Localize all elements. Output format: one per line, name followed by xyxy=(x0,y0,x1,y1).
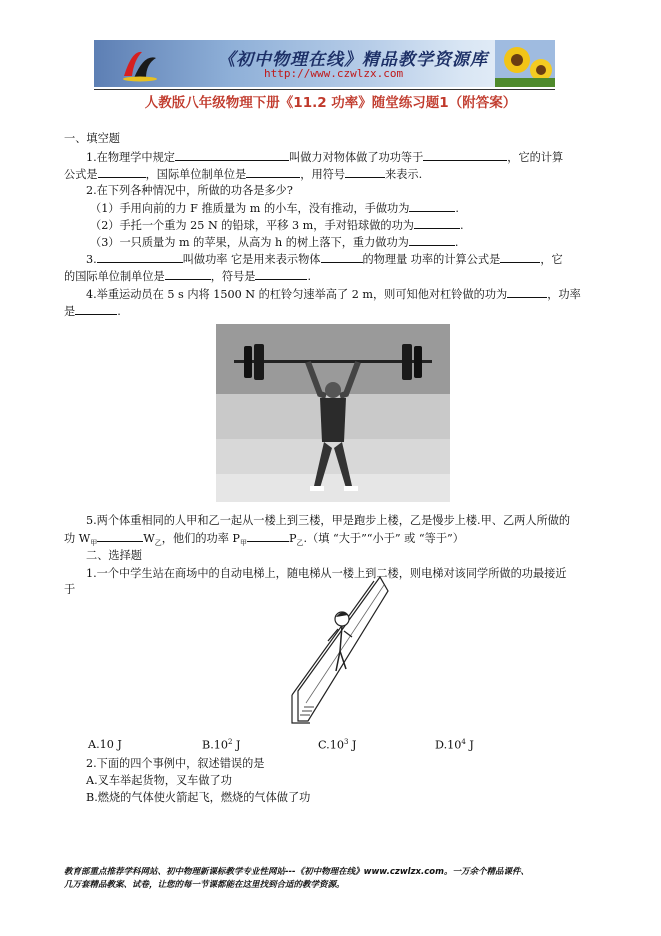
mc-question-1-line2: 于 xyxy=(64,583,76,596)
question-1-line1: 1.在物理学中规定 叫做力对物体做了功功等于 ，它的计算 xyxy=(86,151,564,164)
question-5-line2: 功 $W_甲$ $W_乙$，他们的功率 $P_甲$ $P_乙$.（填 “大于”“小于” 或 “等于”） xyxy=(64,532,464,548)
document-title: 人教版八年级物理下册《11.2 功率》随堂练习题1（附答案） xyxy=(144,95,517,111)
weightlifter-photo xyxy=(216,324,450,502)
question-2-3: （3）一只质量为 m 的苹果，从高为 h 的树上落下，重力做功为 . xyxy=(90,236,459,249)
question-2-1: （1）手用向前的力 F 推质量为 m 的小车，没有推动，手做功为 . xyxy=(90,202,459,215)
header-rule xyxy=(94,89,555,90)
question-4-line1: 4.举重运动员在 5 s 内将 1500 N 的杠铃匀速举高了 2 m，则可知他对杠铃做的功为 ，功率 xyxy=(86,288,581,301)
banner-title: 《初中物理在线》精品教学资源库 xyxy=(218,50,488,70)
sunflower-icon xyxy=(495,40,555,87)
mc-question-1-line1: 1.一个中学生站在商场中的自动电梯上，随电梯从一楼上到二楼，则电梯对该同学所做的功最接近 xyxy=(86,567,567,580)
option-c: $C.10^3$ J xyxy=(318,738,357,752)
escalator-illustration xyxy=(280,571,390,731)
option-b: $B.10^2$ J xyxy=(202,738,241,752)
header-banner xyxy=(94,40,555,87)
question-2-2: （2）手托一个重为 25 N 的铅球，平移 3 m，手对铅球做的功为 . xyxy=(90,219,464,232)
question-1-line2: 公式是 ，国际单位制单位是 ，用符号 来表示. xyxy=(64,168,423,181)
question-3-line2: 的国际单位制单位是 ，符号是 . xyxy=(64,270,312,283)
mc-question-2-option-b: B.燃烧的气体使火箭起飞，燃烧的气体做了功 xyxy=(86,791,311,804)
footer-line-2: 几万套精品教案、试卷，让您的每一节课都能在这里找到合适的教学资源。 xyxy=(64,880,345,890)
section1-heading: 一、填空题 xyxy=(64,132,120,145)
mc-question-2: 2.下面的四个事例中，叙述错误的是 xyxy=(86,757,265,770)
question-4-line2: 是 . xyxy=(64,305,121,318)
question-3-line1: 3. 叫做功率 它是用来表示物体 的物理量 功率的计算公式是 ，它 xyxy=(86,253,563,266)
weightlifter-illustration xyxy=(216,324,450,502)
logo-icon xyxy=(120,46,160,82)
question-5-line1: 5.两个体重相同的人甲和乙一起从一楼上到三楼，甲是跑步上楼，乙是慢步上楼.甲、乙两人所做的 xyxy=(86,514,571,527)
option-d: $D.10^4$ J xyxy=(435,738,474,752)
section2-heading: 二、选择题 xyxy=(86,549,142,562)
question-2: 2.在下列各种情况中，所做的功各是多少? xyxy=(86,184,293,197)
mc-question-2-option-a: A.叉车举起货物，叉车做了功 xyxy=(86,774,232,787)
option-a: A.10 J xyxy=(88,738,122,751)
footer-line-1: 教育部重点推荐学科网站、初中物理新课标教学专业性网站---《初中物理在线》www.czwlzx.com。一万余个精品课件、 xyxy=(64,867,529,877)
banner-url: http://www.czwlzx.com xyxy=(264,67,404,80)
